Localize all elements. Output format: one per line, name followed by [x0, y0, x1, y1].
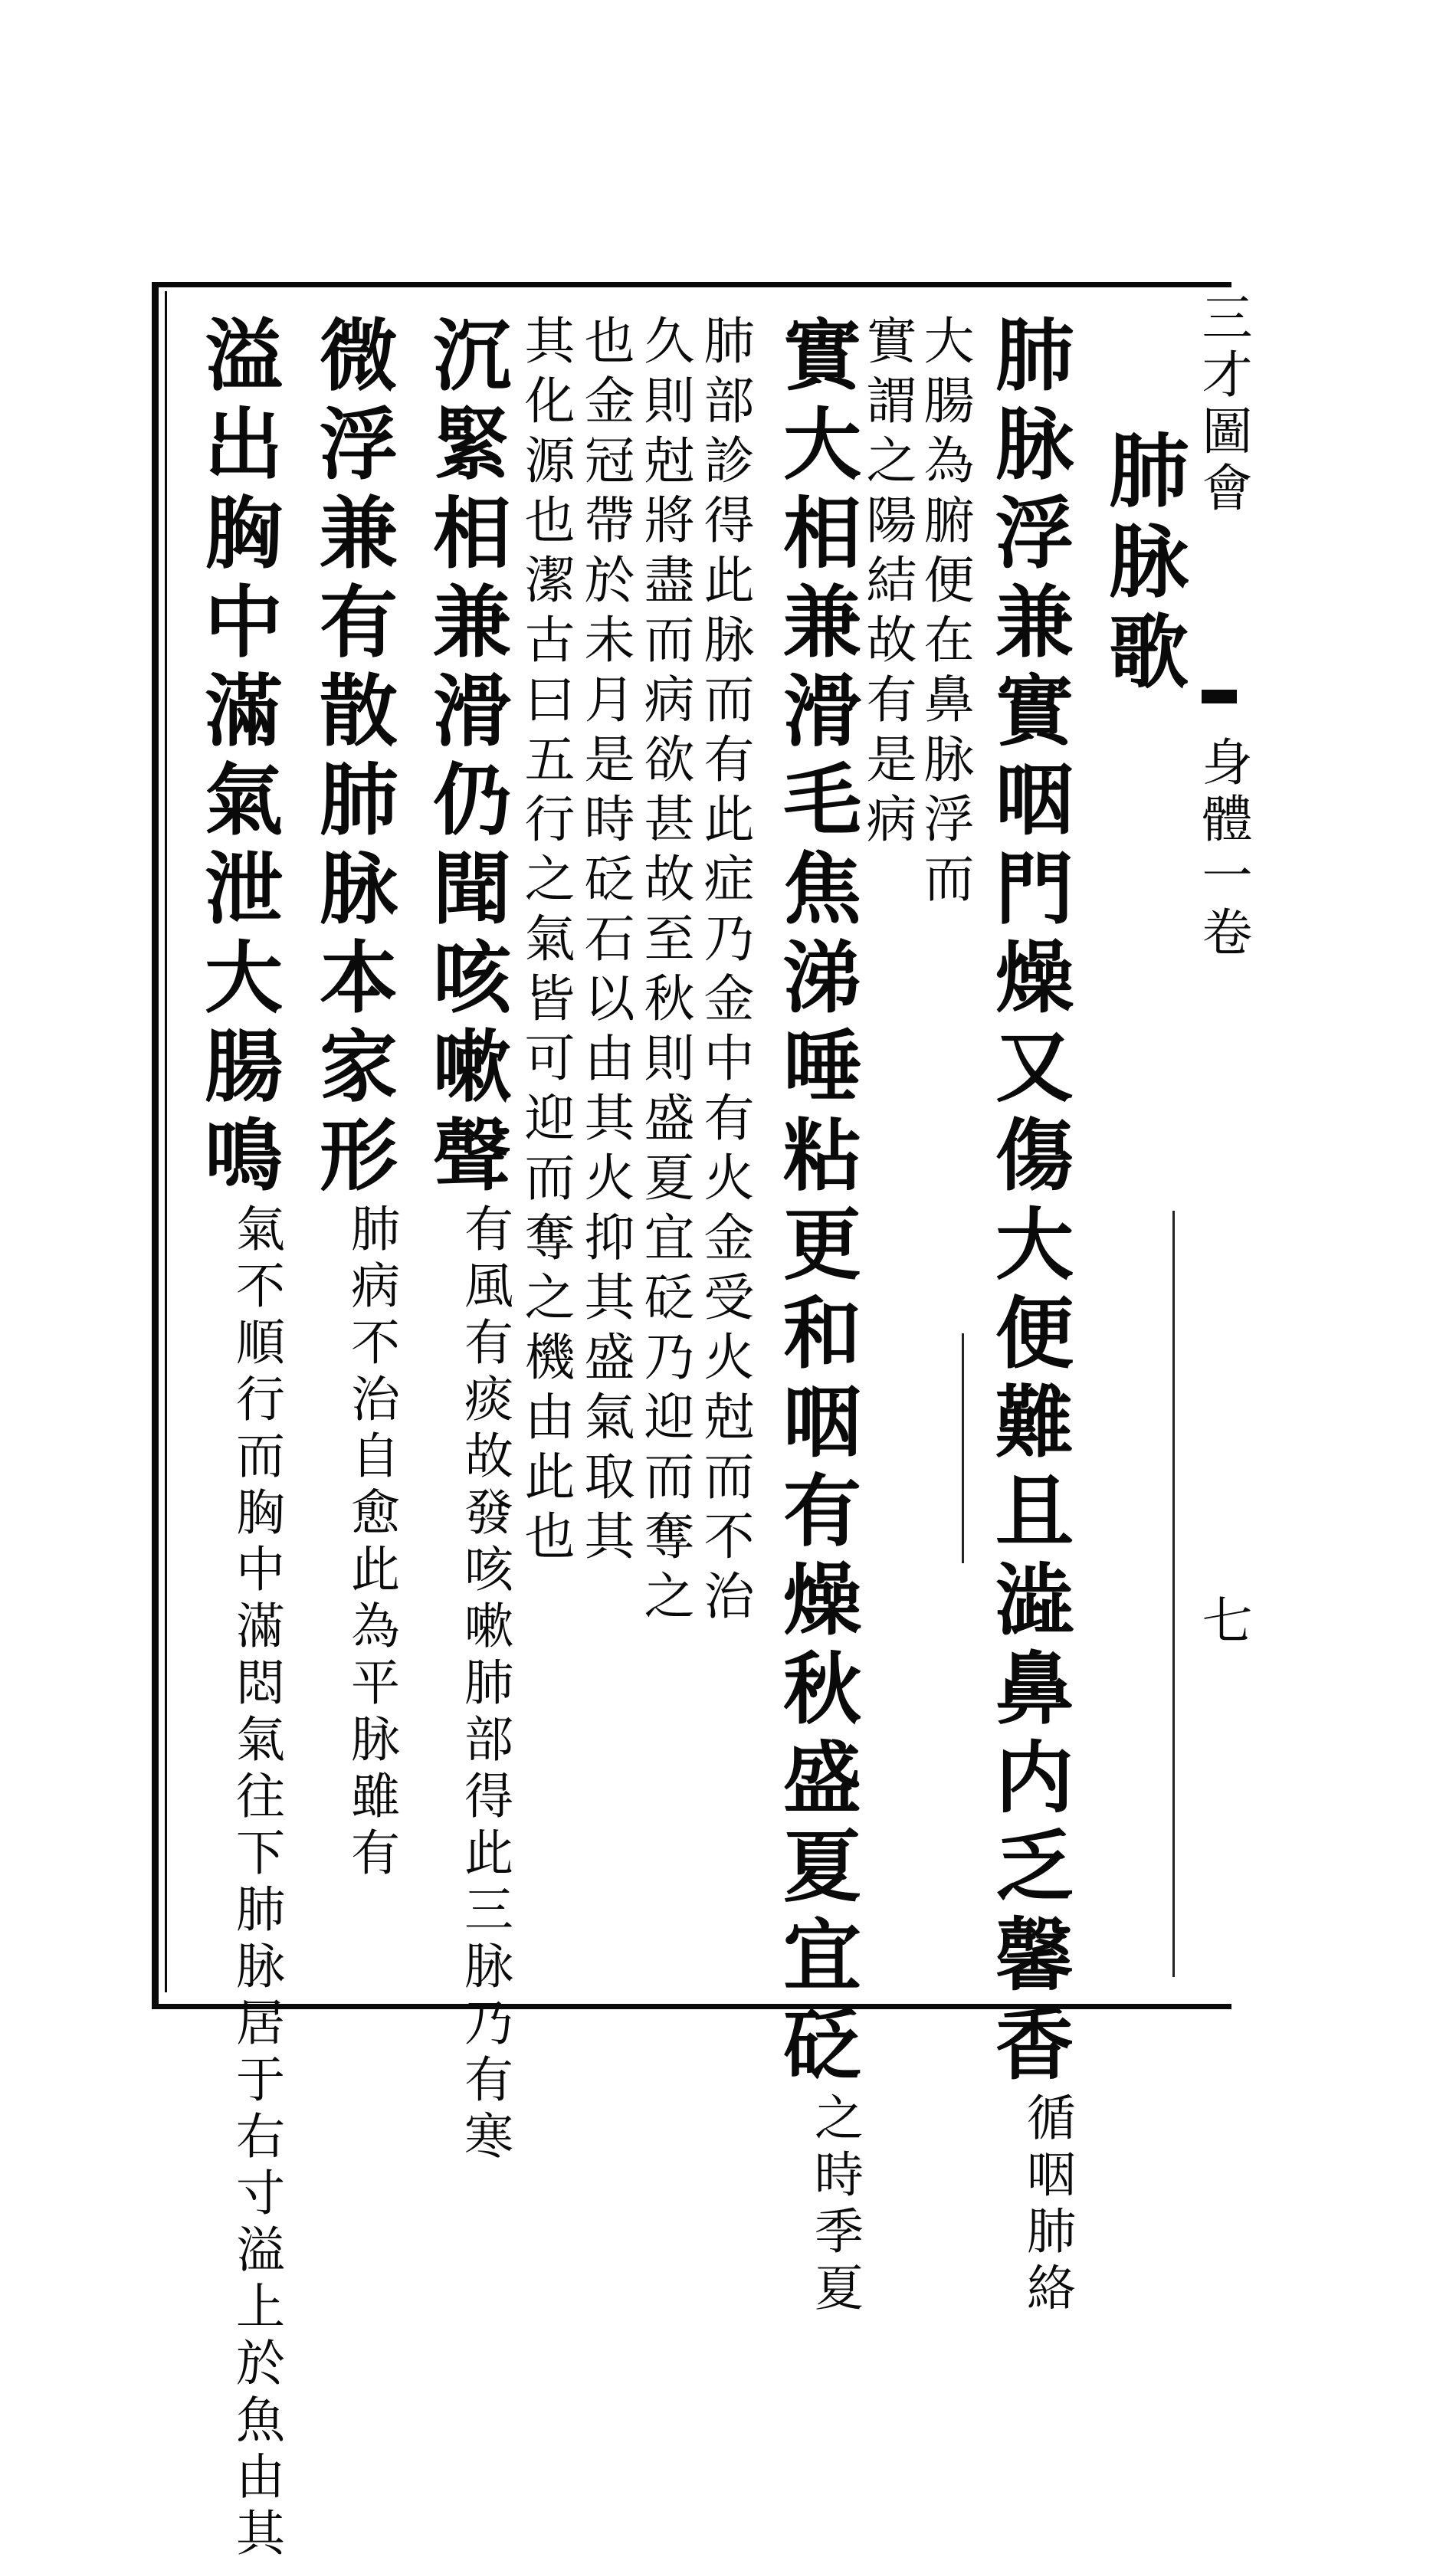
commentary-column-6: 其化源也潔古曰五行之氣皆可迎而奪之機由此也 — [516, 314, 575, 1569]
commentary-column-3: 肺部診得此脉而有此症乃金中有火金受火尅而不治 — [695, 314, 754, 1629]
running-head — [1192, 291, 1253, 518]
verse-column-4: 微浮兼有散肺脉本家形 此為平脉雖有 肺病不治自愈 — [307, 314, 399, 1884]
interlinear-note: 此為平脉雖有 肺病不治自愈 — [343, 1203, 399, 1884]
running-head-section: 身體一卷 — [1193, 736, 1252, 962]
fishtail-mark — [1202, 690, 1237, 703]
interlinear-note: 肺脉居于右寸溢上於魚由其 氣不順行而胸中滿悶氣往下 — [228, 1203, 284, 2564]
commentary-column-4: 久則尅將盡而病欲甚故至秋則盛夏宜砭乃迎而奪之 — [635, 314, 694, 1629]
verse-column-2: 實大相兼滑毛焦涕唾粘更和咽有燥秋盛夏宜砭 季夏 之時 — [770, 314, 863, 2319]
commentary-column-2: 實謂之陽結故有是病 — [858, 314, 917, 852]
interlinear-note: 季夏 之時 — [806, 2092, 863, 2319]
column-rule — [962, 1333, 964, 1563]
frame-inner-rule — [165, 291, 167, 1992]
section-title: 肺脉歌 — [1095, 429, 1189, 700]
folio-number: 七 — [1193, 1594, 1252, 1644]
verse-column-3: 沉緊相兼滑仍聞咳嗽聲 肺部得此三脉乃有寒 有風有痰故發咳嗽 — [420, 314, 513, 2167]
interlinear-note: 肺絡 循咽 — [1018, 2092, 1075, 2319]
running-head-title: 三才圖會 — [1193, 291, 1252, 518]
column-rule — [1172, 1211, 1175, 1977]
commentary-column-1: 大腸為腑便在鼻脉浮而 — [915, 314, 974, 912]
verse-column-5: 溢出胸中滿氣泄大腸鳴 肺脉居于右寸溢上於魚由其 氣不順行而胸中滿悶氣往下 — [192, 314, 284, 2564]
interlinear-note: 肺部得此三脉乃有寒 有風有痰故發咳嗽 — [456, 1203, 513, 2167]
commentary-column-5: 也金冠帶於未月是時砭石以由其火抑其盛氣取其 — [576, 314, 635, 1569]
verse-column-1: 肺脉浮兼實咽門燥又傷大便難且澁鼻内乏馨香 肺絡 循咽 — [982, 314, 1075, 2319]
